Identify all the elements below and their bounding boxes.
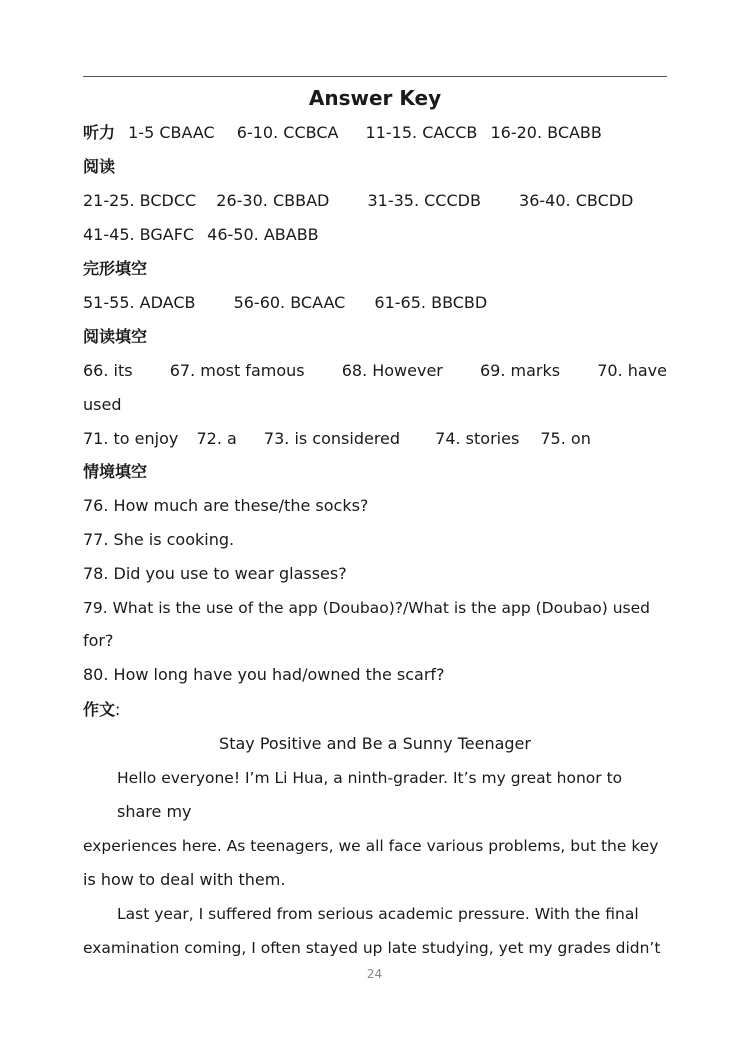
essay-paragraph-1-line-4: is how to deal with them. [83,870,286,889]
reading-fill-answer-74: 74. stories [435,429,520,448]
essay-paragraph-1-line-1: Hello everyone! I’m Li Hua, a ninth-grader. It’s my great honor to [117,769,623,787]
writing-label-row [83,700,667,720]
listening-label: 听力 [83,123,116,142]
essay-paragraph-2-line-2: examination coming, I often stayed up late studying, yet my grades didn’t [83,939,661,957]
cloze-label: 完形填空 [83,259,148,278]
reading-answer-4: 36-40. CBCDD [519,191,634,210]
reading-fill-answer-68: 68. However [341,361,443,380]
cloze-answer-2: 56-60. BCAAC [233,293,346,312]
header-rule [83,76,667,77]
situational-answer-78: 78. Did you use to wear glasses? [83,564,347,583]
situational-answer-76: 76. How much are these/the socks? [83,496,369,515]
reading-fill-answer-70: 70. have [597,361,667,380]
reading-fill-label: 阅读填空 [83,327,148,346]
essay-paragraph-1-line-3: experiences here. As teenagers, we all face various problems, but the key [83,837,659,855]
reading-answer-2: 26-30. CBBAD [216,191,330,210]
writing-label: 作文 [83,700,116,719]
listening-answer-4: 16-20. BCABB [490,123,602,142]
reading-answer-1: 21-25. BCDCC [83,191,197,210]
situational-answer-79-line-1: 79. What is the use of the app (Doubao)?/What is the app (Doubao) used [83,599,650,617]
page-number: 24 [366,967,383,981]
situational-label: 情境填空 [83,462,148,481]
page-title: Answer Key [308,86,442,110]
reading-row-1 [83,191,667,211]
essay-title: Stay Positive and Be a Sunny Teenager [219,734,531,753]
reading-row-2 [83,225,667,245]
listening-row [83,123,667,143]
reading-fill-row-2 [83,429,667,449]
reading-answer-6: 46-50. ABABB [207,225,319,244]
writing-label-colon: : [115,700,121,719]
reading-fill-answer-69: 69. marks [479,361,561,380]
reading-fill-row-1 [83,361,667,381]
essay-paragraph-1-line-2: share my [117,802,192,821]
cloze-row [83,293,667,313]
reading-answer-3: 31-35. CCCDB [367,191,481,210]
reading-fill-answer-67: 67. most famous [169,361,305,380]
listening-answer-1: 1-5 CBAAC [128,123,215,142]
reading-fill-answer-71: 71. to enjoy [83,429,179,448]
listening-answer-3: 11-15. CACCB [365,123,478,142]
reading-fill-row-1-cont: used [83,395,122,414]
listening-answer-2: 6-10. CCBCA [236,123,339,142]
reading-fill-answer-66: 66. its [83,361,133,380]
reading-fill-answer-72: 72. a [196,429,237,448]
reading-fill-answer-73: 73. is considered [263,429,401,448]
cloze-answer-3: 61-65. BBCBD [374,293,488,312]
cloze-answer-1: 51-55. ADACB [83,293,196,312]
situational-answer-79-line-2: for? [83,631,114,650]
situational-answer-80: 80. How long have you had/owned the scarf? [83,665,445,684]
situational-answer-77: 77. She is cooking. [83,530,235,549]
reading-label: 阅读 [83,157,116,176]
reading-answer-5: 41-45. BGAFC [83,225,195,244]
essay-paragraph-2-line-1: Last year, I suffered from serious academic pressure. With the final [117,905,639,923]
reading-fill-answer-75: 75. on [540,429,591,448]
